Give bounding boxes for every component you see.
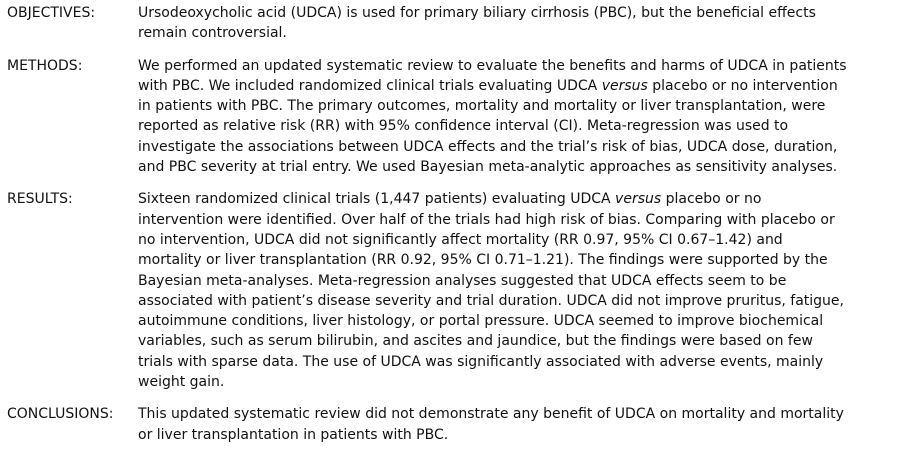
section-body-methods: [138, 56, 900, 178]
section-results: [0, 189, 907, 392]
text-fragment: placebo or no: [661, 191, 762, 208]
text-line: mortality or liver transplantation (RR 0.92, 95% CI 0.71–1.21). The findings were supported by the: [138, 252, 828, 269]
italic-term: versus: [615, 191, 662, 208]
text-line: no intervention, UDCA did not significantly affect mortality (RR 0.97, 95% CI 0.67–1.42) and: [138, 231, 783, 248]
text-fragment: placebo or no intervention: [647, 77, 838, 94]
text-line: weight gain.: [138, 374, 225, 391]
text-line: [138, 189, 900, 209]
text-line: investigate the associations between UDCA effects and the trial’s risk of bias, UDCA dose, duration,: [138, 138, 838, 155]
italic-term: versus: [601, 77, 648, 94]
text-line: variables, such as serum bilirubin, and ascites and jaundice, but the findings were based on few: [138, 333, 813, 350]
text-line: reported as relative risk (RR) with 95% confidence interval (CI). Meta-regression was used to: [138, 118, 789, 135]
text-line: associated with patient’s disease severity and trial duration. UDCA did not improve pruritus, fatigue,: [138, 292, 844, 309]
text-line: This updated systematic review did not demonstrate any benefit of UDCA on mortality and mortality: [138, 406, 844, 423]
text-line: remain controversial.: [138, 25, 287, 42]
section-label-conclusions: CONCLUSIONS:: [7, 406, 114, 423]
section-methods: [0, 56, 907, 178]
section-label-results: RESULTS:: [7, 191, 73, 208]
section-body-objectives: [138, 3, 900, 44]
section-objectives: [0, 3, 907, 44]
text-fragment: Sixteen randomized clinical trials (1,447 patients) evaluating UDCA: [138, 191, 616, 208]
text-line: [138, 76, 900, 96]
section-conclusions: [0, 404, 907, 445]
text-line: and PBC severity at trial entry. We used Bayesian meta-analytic approaches as sensitivity analyses.: [138, 159, 838, 176]
section-body-results: [138, 189, 900, 392]
text-fragment: with PBC. We included randomized clinical trials evaluating UDCA: [138, 77, 602, 94]
text-line: Bayesian meta-analyses. Meta-regression analyses suggested that UDCA effects seem to be: [138, 272, 787, 289]
text-line: intervention were identified. Over half of the trials had high risk of bias. Comparing with placebo or: [138, 211, 835, 228]
section-label-objectives: OBJECTIVES:: [7, 5, 96, 21]
text-line: We performed an updated systematic review to evaluate the benefits and harms of UDCA in patients: [138, 57, 847, 74]
section-body-conclusions: [138, 404, 900, 445]
text-line: in patients with PBC. The primary outcomes, mortality and mortality or liver transplantation, were: [138, 98, 826, 115]
text-line: autoimmune conditions, liver histology, or portal pressure. UDCA seemed to improve biochemical: [138, 313, 824, 330]
section-label-methods: METHODS:: [7, 57, 83, 74]
text-line: or liver transplantation in patients with PBC.: [138, 426, 449, 443]
text-line: trials with sparse data. The use of UDCA was significantly associated with adverse events, mainly: [138, 353, 824, 370]
text-line: Ursodeoxycholic acid (UDCA) is used for primary biliary cirrhosis (PBC), but the beneficial effects: [138, 5, 816, 21]
